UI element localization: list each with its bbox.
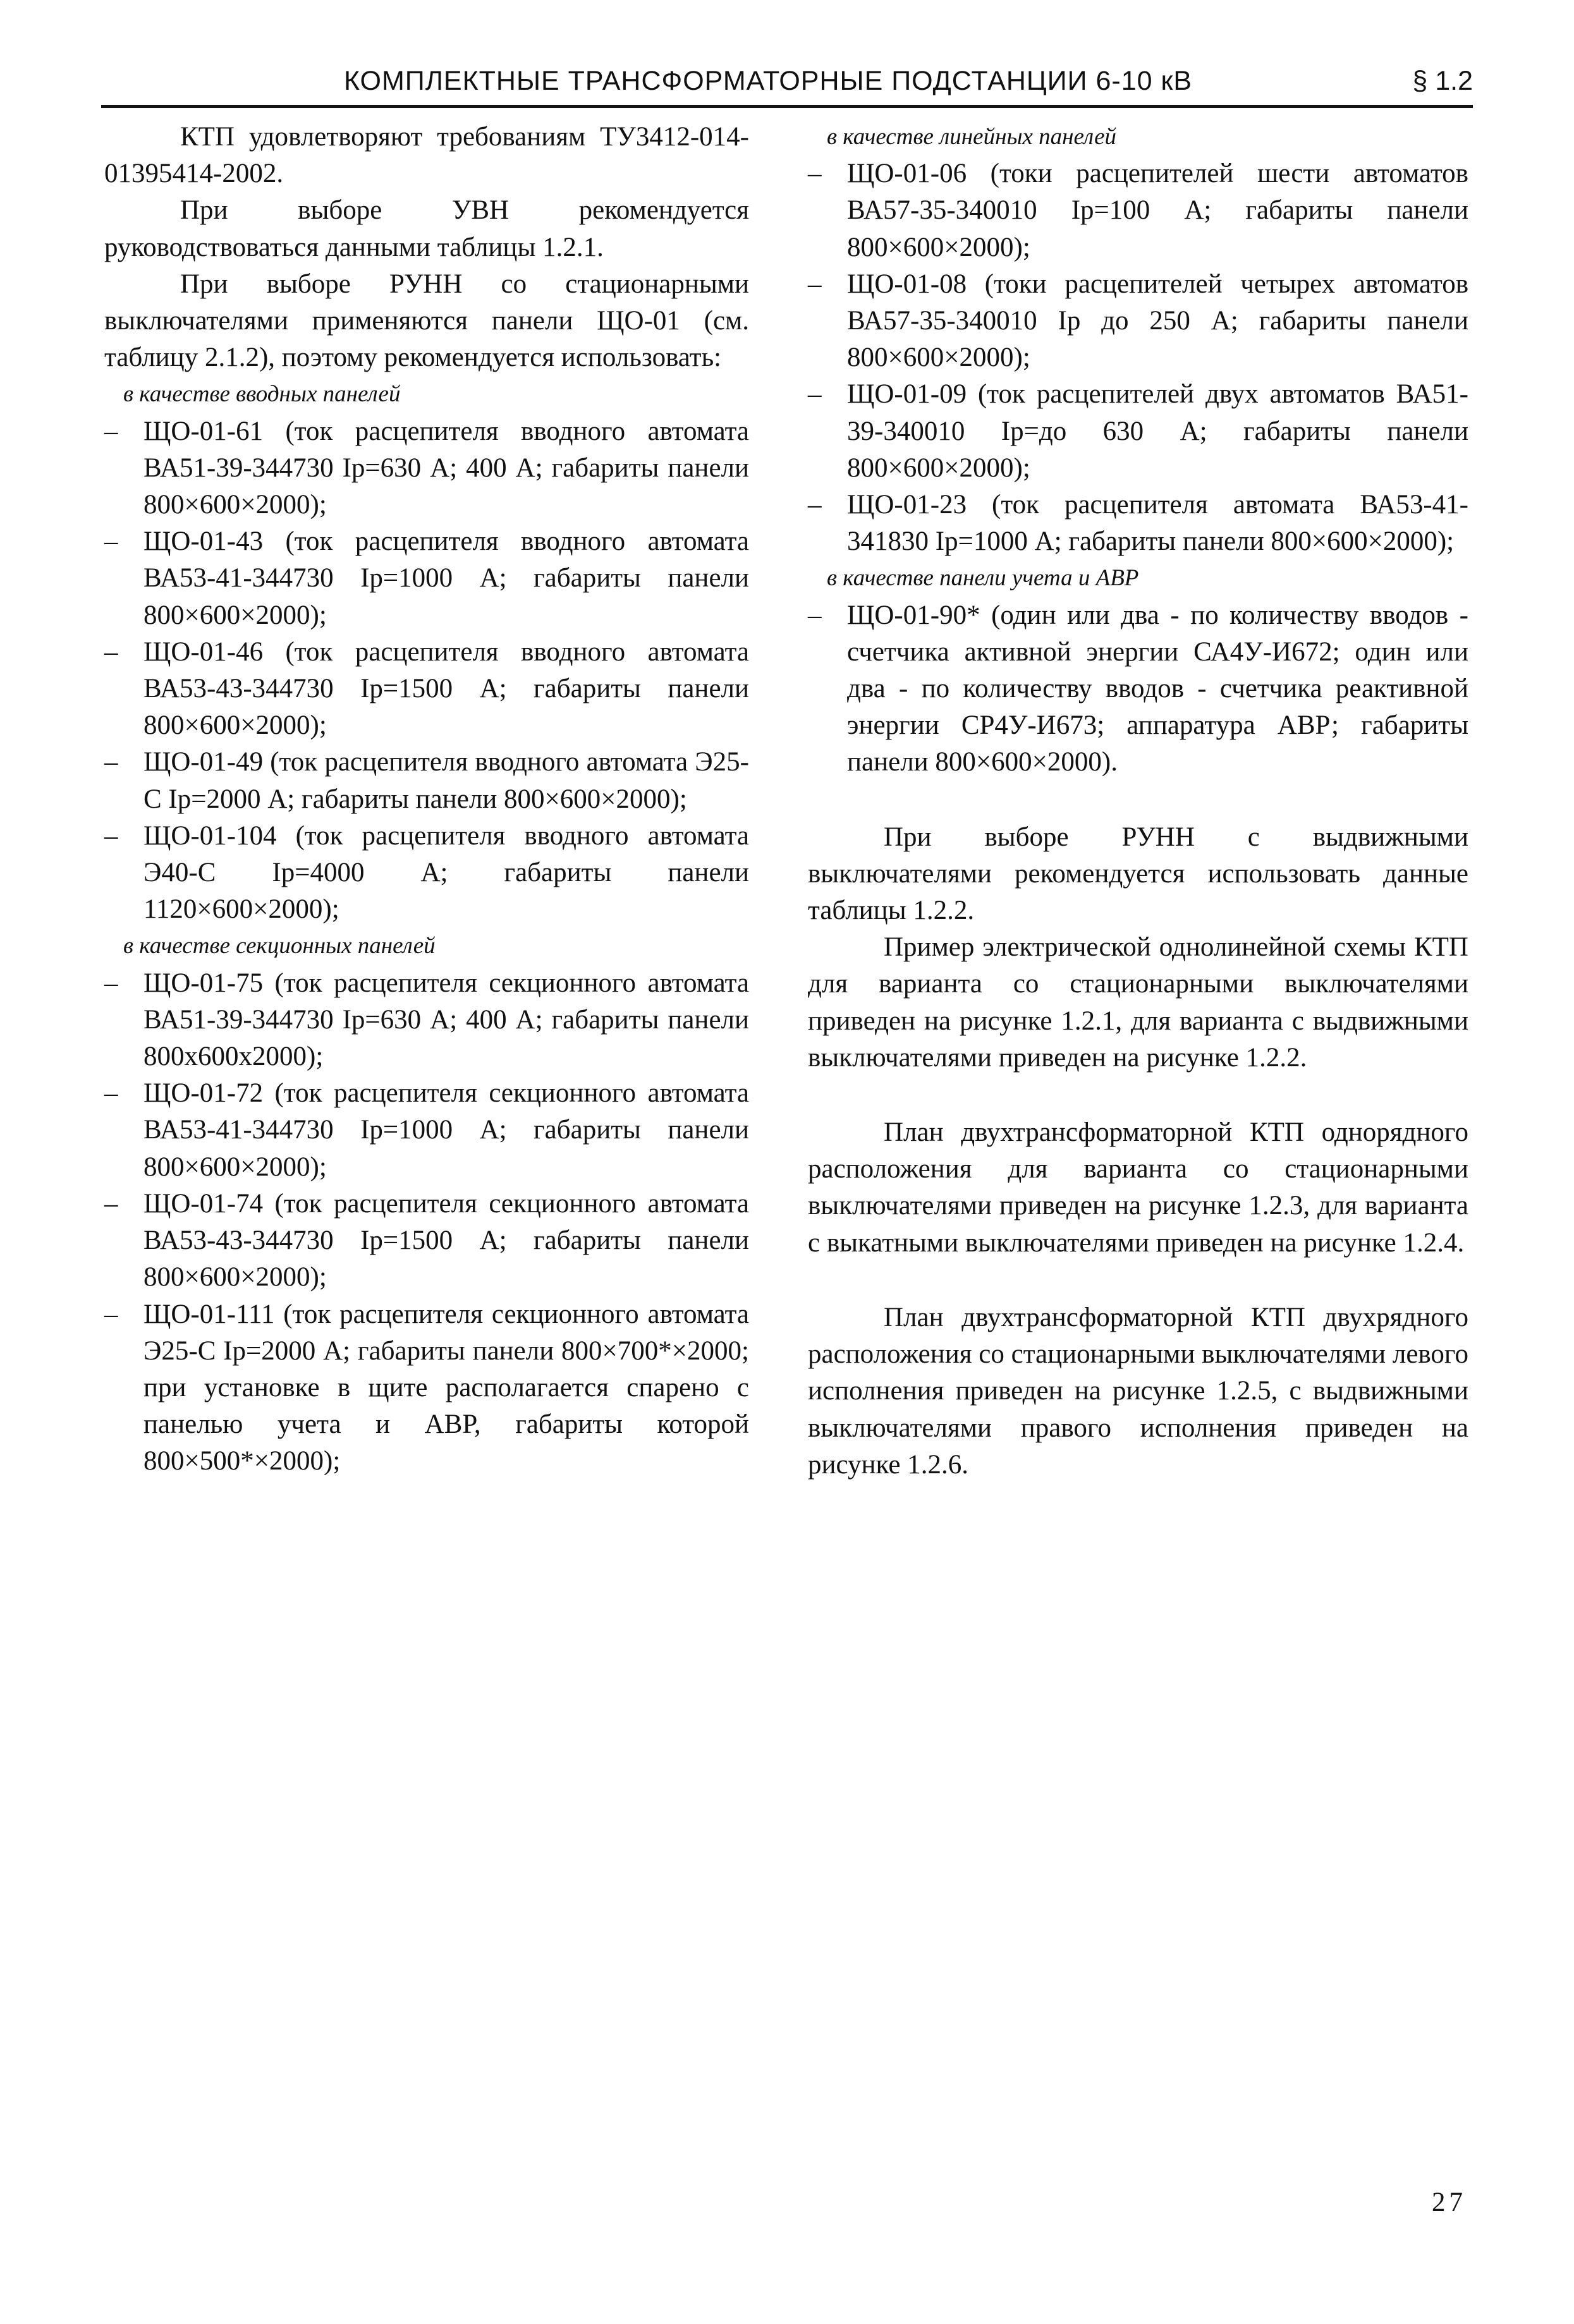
list-item-text: ЩО-01-104 (ток расцепителя вводного автомата Э40-С Iр=4000 А; габариты панели 1120×600×2000);	[143, 820, 749, 925]
paragraph-double-row-plan: План двухтрансформаторной КТП двухрядного расположения со стационарными выключателями левого исполнения приведен на рисунке 1.2.5, с выдвижными выключателями правого исполнения приведен на рисунке 1.2.6.	[808, 1302, 1468, 1480]
list-item	[104, 818, 749, 928]
list-item-text: ЩО-01-43 (ток расцепителя вводного автомата ВА53-41-344730 Iр=1000 А; габариты панели 800×600×2000);	[143, 526, 749, 630]
subheading-line-panels: в качестве линейных панелей	[827, 124, 1117, 150]
list-item-text: ЩО-01-06 (токи расцепителей шести автоматов ВА57-35-340010 Iр=100 А; габариты панели 800×600×2000);	[847, 159, 1468, 262]
list-dash: –	[104, 820, 118, 851]
list-item	[808, 376, 1468, 487]
list-item-text: ЩО-01-46 (ток расцепителя вводного автомата ВА53-43-344730 Iр=1500 А; габариты панели 800×600×2000);	[143, 636, 749, 741]
list-item	[104, 1296, 749, 1480]
list-item-text: ЩО-01-75 (ток расцепителя секционного автомата ВА51-39-344730 Iр=630 А; 400 А; габариты панели 800х600х2000);	[143, 968, 749, 1072]
list-item	[104, 1075, 749, 1186]
running-header	[101, 61, 1473, 108]
list-item	[104, 744, 749, 817]
list-item	[104, 523, 749, 634]
list-item	[104, 1186, 749, 1296]
list-item-text: ЩО-01-72 (ток расцепителя секционного автомата ВА53-41-344730 Iр=1000 А; габариты панели 800×600×2000);	[143, 1078, 749, 1182]
list-item	[808, 487, 1468, 560]
list-item	[104, 634, 749, 745]
subheading-metering-panel: в качестве панели учета и АВР	[827, 565, 1139, 592]
list-item-text: ЩО-01-09 (ток расцепителей двух автоматов ВА51-39-340010 Iр=до 630 А; габариты панели 800×600×2000);	[847, 379, 1468, 483]
paragraph-spacer	[808, 1262, 1468, 1299]
list-item	[104, 413, 749, 524]
list-dash: –	[104, 747, 118, 777]
paragraph-spacer	[808, 781, 1468, 819]
list-item	[808, 155, 1468, 266]
list-item	[104, 965, 749, 1076]
list-dash: –	[808, 269, 822, 299]
list-item-text: ЩО-01-61 (ток расцепителя вводного автомата ВА51-39-344730 Iр=630 А; 400 А; габариты панели 800×600×2000);	[143, 416, 749, 520]
list-item-text: ЩО-01-111 (ток расцепителя секционного автомата Э25-С Iр=2000 А; габариты панели 800×700*×2000; при установке в щите располагается спарено с панелью учета и АВР, габариты которой 800×500*×2000);	[143, 1299, 749, 1476]
list-item	[808, 266, 1468, 377]
subheading-input-panels: в качестве вводных панелей	[123, 381, 401, 408]
right-column	[808, 119, 1468, 1483]
list-item-text: ЩО-01-74 (ток расцепителя секционного автомата ВА53-43-344730 Iр=1500 А; габариты панели 800×600×2000);	[143, 1188, 749, 1293]
list-item-text: ЩО-01-90* (один или два - по количеству вводов - счетчика активной энергии СА4У-И672; один или два - по количеству вводов - счетчика реактивной энергии СР4У-И673; аппаратура АВР; габариты панели 800×600×2000).	[847, 600, 1468, 777]
list-dash: –	[808, 379, 822, 410]
list-item	[808, 597, 1468, 781]
paragraph-runn-drawout: При выборе РУНН с выдвижными выключателями рекомендуется использовать данные таблицы 1.2.2.	[808, 822, 1468, 926]
list-item-text: ЩО-01-23 (ток расцепителя автомата ВА53-41-341830 Iр=1000 А; габариты панели 800×600×2000);	[847, 490, 1468, 557]
list-dash: –	[104, 526, 118, 557]
paragraph-single-row-plan: План двухтрансформаторной КТП однорядного расположения для варианта со стационарными выключателями приведен на рисунке 1.2.3, для варианта с выкатными выключателями приведен на рисунке 1.2.4.	[808, 1117, 1468, 1258]
list-dash: –	[808, 600, 822, 630]
list-dash: –	[104, 636, 118, 667]
list-item-text: ЩО-01-49 (ток расцепителя вводного автомата Э25-С Iр=2000 А; габариты панели 800×600×2000);	[143, 747, 749, 814]
header-title: КОМПЛЕКТНЫЕ ТРАНСФОРМАТОРНЫЕ ПОДСТАНЦИИ 6-10 кВ	[343, 66, 1193, 96]
list-dash: –	[808, 490, 822, 520]
list-item-text: ЩО-01-08 (токи расцепителей четырех автоматов ВА57-35-340010 Iр до 250 А; габариты панели 800×600×2000);	[847, 269, 1468, 373]
paragraph-single-line-diagram: Пример электрической однолинейной схемы КТП для варианта со стационарными выключателями приведен на рисунке 1.2.1, для варианта с выдвижными выключателями приведен на рисунке 1.2.2.	[808, 932, 1468, 1073]
paragraph-runn-stationary: При выборе РУНН со стационарными выключателями применяются панели ЩО-01 (см. таблицу 2.1.2), поэтому рекомендуется использовать:	[104, 269, 749, 373]
list-dash: –	[104, 1299, 118, 1329]
list-dash: –	[104, 1188, 118, 1219]
header-section-number: § 1.2	[1412, 66, 1473, 96]
left-column	[104, 119, 749, 1480]
subheading-section-panels: в качестве секционных панелей	[123, 933, 436, 959]
page-number: 27	[1432, 2187, 1467, 2217]
paragraph-requirements: КТП удовлетворяют требованиям ТУ3412-014-01395414-2002.	[104, 122, 749, 189]
list-dash: –	[808, 159, 822, 189]
list-dash: –	[104, 968, 118, 998]
list-dash: –	[104, 416, 118, 446]
paragraph-uvn-choice: При выборе УВН рекомендуется руководствоваться данными таблицы 1.2.1.	[104, 195, 749, 262]
paragraph-spacer	[808, 1076, 1468, 1114]
list-dash: –	[104, 1078, 118, 1109]
